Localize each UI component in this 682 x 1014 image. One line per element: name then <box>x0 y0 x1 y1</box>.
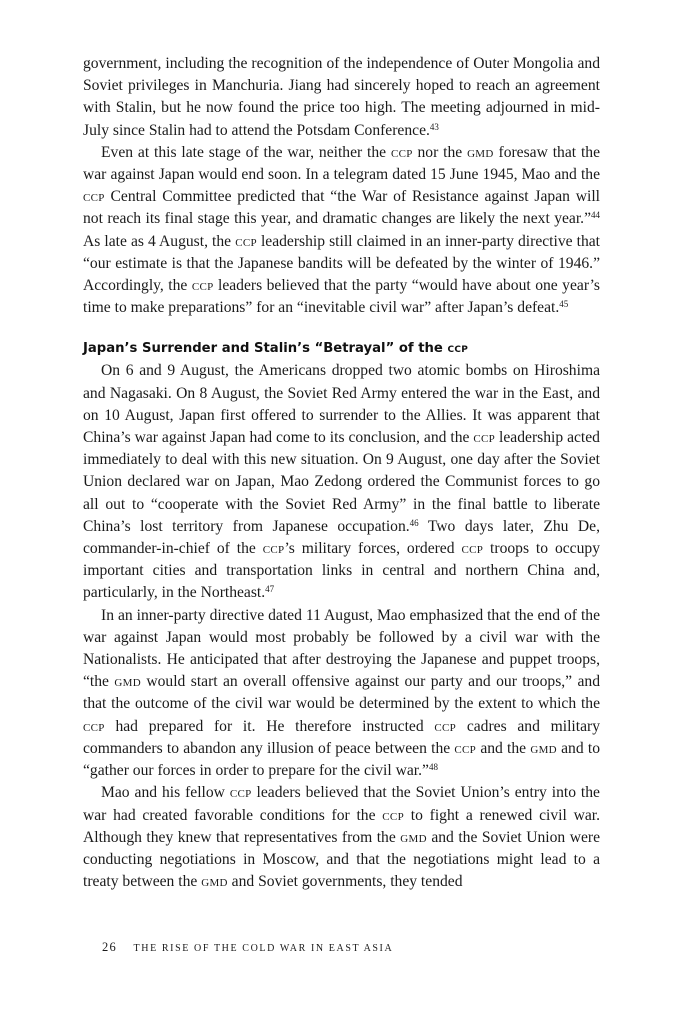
acronym: ccp <box>229 784 252 802</box>
acronym: ccp <box>382 806 404 824</box>
paragraph: Even at this late stage of the war, neither the ccp nor the gmd foresaw that the war against Japan would end soon. In a telegram dated 15 June 1945, Mao and the ccp Central Committee predicted that “the War of Resistance against Japan will not reach its final stage this year, and dramatic changes are likely the next year.”$^{44}$ As late as 4 August, the ccp leadership still claimed in an inner-party directive that “our estimate is that the Japanese bandits will be defeated by the winter of 1946.” Accordingly, the ccp leaders believed that the party “would have about one year’s time to make preparations” for an “inevitable civil war” after Japan’s defeat.$^{45}$ <box>83 143 601 317</box>
acronym: ccp <box>454 739 477 757</box>
section-heading-text: Japan’s Surrender and Stalin’s “Betrayal” of the <box>83 341 448 357</box>
acronym: ccp <box>461 540 484 558</box>
footnote-ref: 44 <box>591 210 600 221</box>
paragraph: On 6 and 9 August, the Americans dropped two atomic bombs on Hiroshima and Nagasaki. On 8 August, the Soviet Red Army entered the war in the East, and on 10 August, Japan first offered to surrender to the Allies. It was apparent that China’s war against Japan had come to its conclusion, and the ccp leadership acted immediately to deal with this new situation. On 9 August, one day after the Soviet Union declared war on Japan, Mao Zedong ordered the Communist forces to go all out to “cooperate with the Soviet Red Army” in the final battle to liberate China’s lost territory from Japanese occupation.$^{46}$ Two days later, Zhu De, commander-in-chief of the ccp’s military forces, ordered ccp troops to occupy important cities and transportation links in central and northern China and, particularly, in the Northeast.$^{47}$ <box>83 362 600 602</box>
running-title: THE RISE OF THE COLD WAR IN EAST ASIA <box>133 943 394 954</box>
paragraph: government, including the recognition of the independence of Outer Mongolia and Soviet privileges in Manchuria. Jiang had sincerely hoped to reach an agreement with Stalin, but he now found the price too high. The meeting adjourned in mid-July since Stalin had to attend the Potsdam Conference.$^{43}$ <box>83 55 600 139</box>
acronym: ccp <box>83 717 105 735</box>
section-heading-acronym: ccp <box>447 341 469 357</box>
page-number: 26 <box>102 940 118 954</box>
acronym: ccp <box>434 717 457 735</box>
acronym: gmd <box>201 873 228 891</box>
page-footer <box>102 940 393 955</box>
acronym: ccp <box>191 277 214 295</box>
acronym: gmd <box>114 673 141 691</box>
footnote-ref: 48 <box>428 762 438 773</box>
acronym: ccp <box>262 540 285 558</box>
footnote-ref: 46 <box>409 517 419 528</box>
acronym: gmd <box>467 143 494 161</box>
acronym: gmd <box>530 739 557 757</box>
section-heading <box>83 339 600 359</box>
footnote-ref: 47 <box>265 584 275 595</box>
acronym: gmd <box>400 828 427 846</box>
acronym: ccp <box>473 429 496 447</box>
acronym: ccp <box>83 188 105 206</box>
page-body <box>83 53 600 893</box>
acronym: ccp <box>390 143 413 161</box>
acronym: ccp <box>235 232 257 250</box>
footnote-ref: 45 <box>559 299 569 310</box>
paragraph: In an inner-party directive dated 11 August, Mao emphasized that the end of the war against Japan would most probably be followed by a civil war with the Nationalists. He anticipated that after destroying the Japanese and puppet troops, “the gmd would start an overall offensive against our party and our troops,” and that the outcome of the civil war would be determined by the extent to which the ccp had prepared for it. He therefore instructed ccp cadres and military commanders to abandon any illusion of peace between the ccp and the gmd and to “gather our forces in order to prepare for the civil war.”$^{48}$ <box>83 606 601 780</box>
paragraph: Mao and his fellow ccp leaders believed that the Soviet Union’s entry into the war had created favorable conditions for the ccp to fight a renewed civil war. Although they knew that representatives from the gmd and the Soviet Union were conducting negotiations in Moscow, and that the negotiations might lead to a treaty between the gmd and Soviet governments, they tended <box>83 784 600 891</box>
footnote-ref: 43 <box>429 121 439 132</box>
